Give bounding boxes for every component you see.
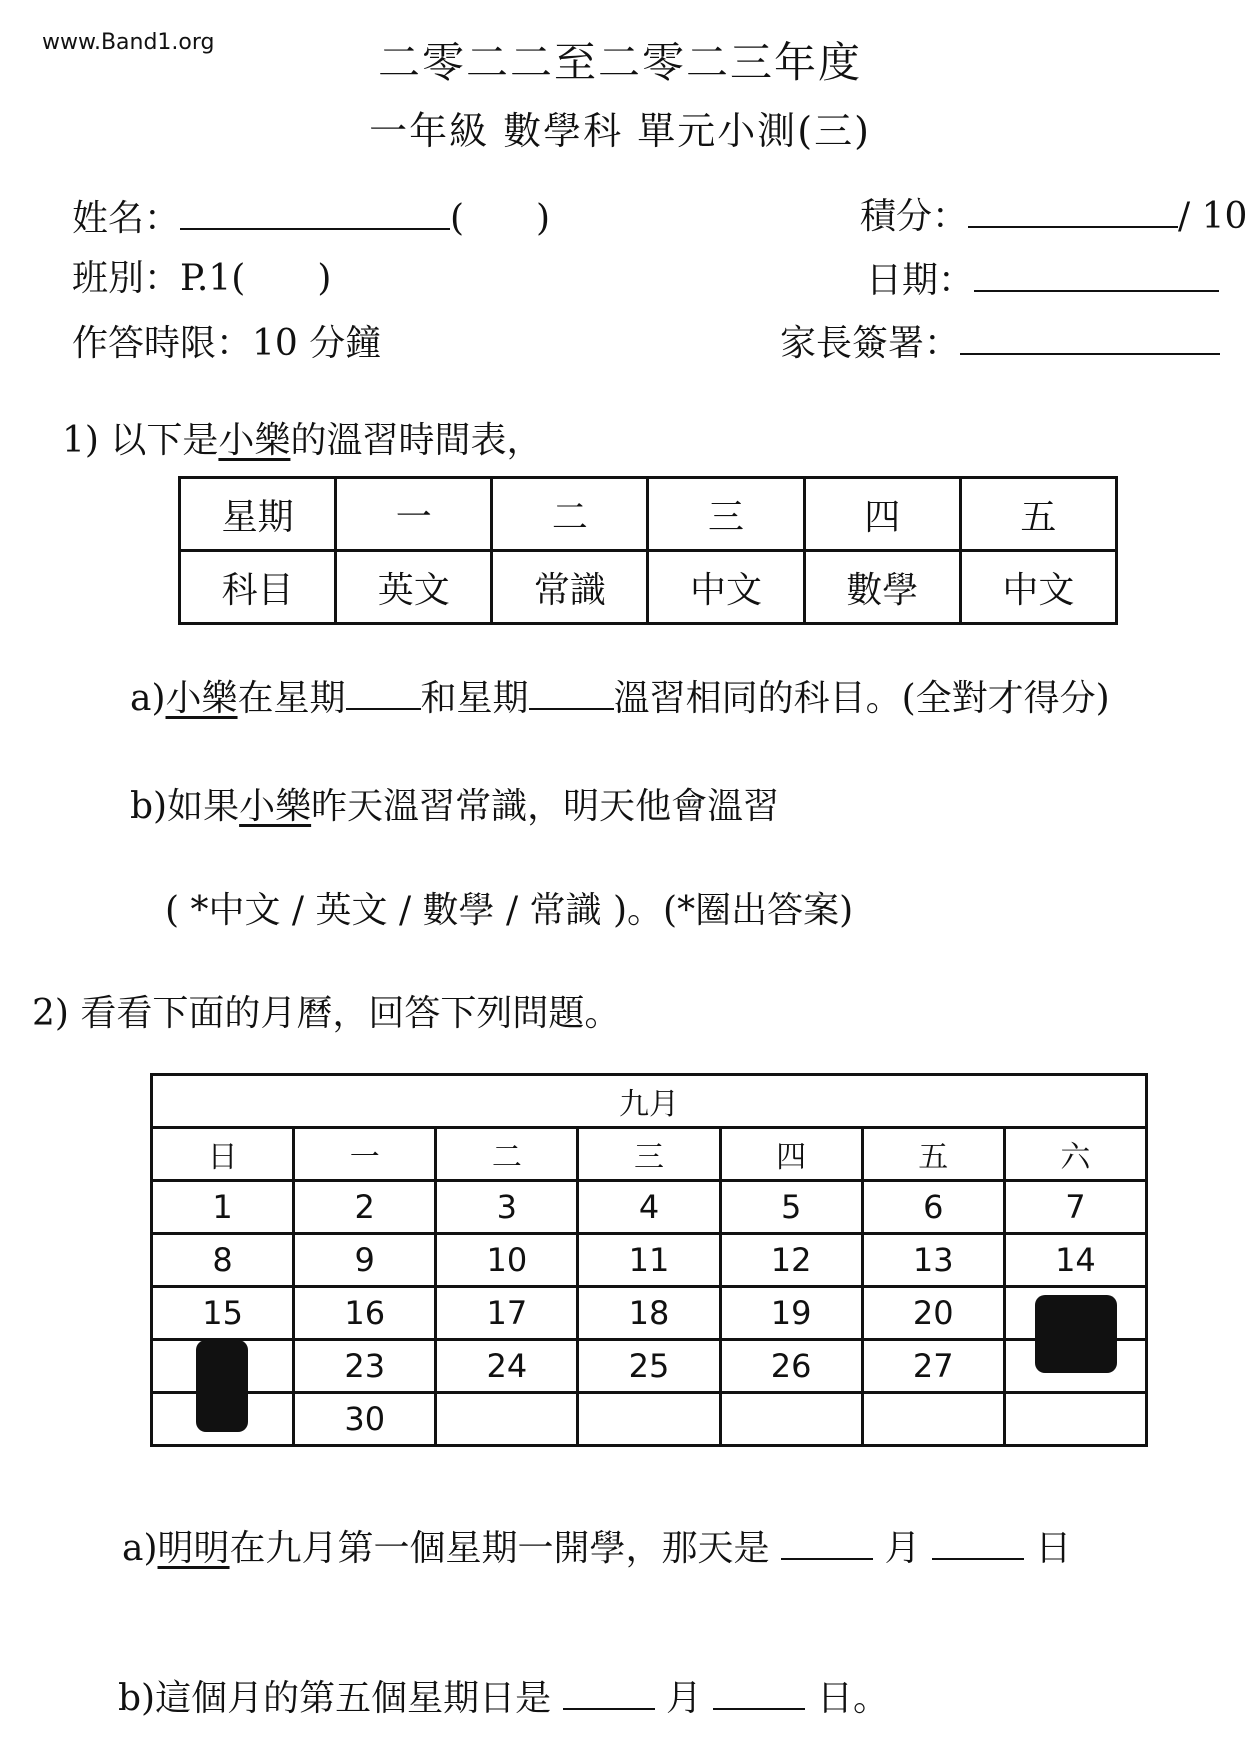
timetable [178,476,1118,625]
q2a: a)明明在九月第一個星期一開學，那天是 月 日 [122,1528,1072,1569]
q1a-blank-1[interactable] [346,707,421,710]
q1b: b)如果小樂昨天溫習常識，明天他會溫習 [130,786,780,827]
q2-intro: 2) 看看下面的月曆，回答下列問題。 [32,993,621,1034]
calendar [150,1073,1148,1447]
signature-field: 家長簽署： [780,315,1220,366]
q2b: b)這個月的第五個星期日是 月 日。 [118,1678,889,1719]
q1b-options: ( *中文 / 英文 / 數學 / 常識 )。(*圈出答案) [165,890,854,931]
q2b-day-blank[interactable] [713,1707,805,1710]
q2a-month-blank[interactable] [781,1557,873,1560]
date-field: 日期： [866,252,1219,303]
q1a-blank-2[interactable] [529,707,614,710]
q2a-day-blank[interactable] [932,1557,1024,1560]
page-subtitle: 一年級 數學科 單元小測(三) [369,109,871,153]
calendar-weekday-row: 日 一 二 三 四 五 六 [152,1128,1147,1181]
ink-blot [196,1340,248,1432]
name-blank [180,227,450,230]
calendar-month: 九月 [152,1075,1147,1128]
class-field: 班別：P.1( ) [72,258,332,299]
q1a: a)小樂在星期 和星期 溫習相同的科目。(全對才得分) [130,678,1110,719]
calendar-week-row: 30 [152,1393,1147,1446]
ink-blot [1035,1295,1117,1373]
q2b-month-blank[interactable] [563,1707,655,1710]
calendar-week-row: 1 2 3 4 5 6 7 [152,1181,1147,1234]
timetable-header-row: 星期 一 二 三 四 五 [180,478,1117,551]
calendar-week-row: 23 24 25 26 27 [152,1340,1147,1393]
calendar-week-row: 8 9 10 11 12 13 14 [152,1234,1147,1287]
name-field: 姓名： ( ) [72,198,551,239]
calendar-month-row [152,1075,1147,1128]
calendar-week-row: 15 16 17 18 19 20 [152,1287,1147,1340]
time-limit: 作答時限：10 分鐘 [72,323,382,364]
score-field: 積分： / 10 [860,196,1247,237]
page-title: 二零二二至二零二三年度 [377,38,862,87]
timetable-subject-row: 科目 英文 常識 中文 數學 中文 [180,551,1117,624]
q1-intro: 1) 以下是小樂的溫習時間表， [62,420,543,461]
website-label: www.Band1.org [42,30,215,55]
